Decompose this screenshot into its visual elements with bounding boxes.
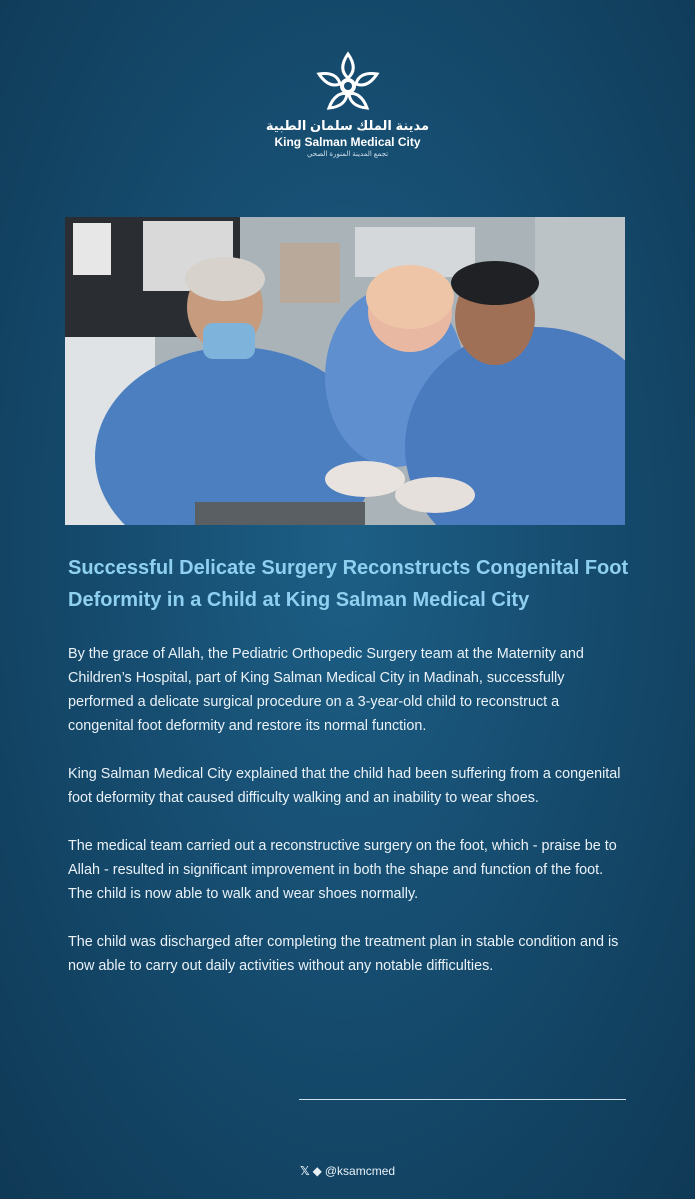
star-flower-logo-icon: [313, 50, 383, 114]
logo: [0, 50, 695, 158]
article-body: [68, 642, 626, 1002]
paragraph: The child was discharged after completing the treatment plan in stable condition and is now able to carry out daily activities without any notable difficulties.: [68, 934, 619, 974]
x-icon[interactable]: 𝕏: [299, 1163, 310, 1178]
snapchat-icon[interactable]: ◆: [312, 1163, 322, 1178]
paragraph: The medical team carried out a reconstructive surgery on the foot, which - praise be to Allah - resulted in significant improvement in both the shape and function of the foot. The child is now able to walk and wear shoes normally.: [68, 838, 617, 902]
surgery-photo: [65, 217, 625, 525]
headline: Successful Delicate Surgery Reconstructs Congenital Foot Deformity in a Child at King Salman Medical City: [68, 557, 629, 611]
logo-arabic-name: مدينة الملك سلمان الطبية: [265, 118, 430, 133]
logo-english-name: King Salman Medical City: [274, 135, 421, 149]
paragraph: By the grace of Allah, the Pediatric Orthopedic Surgery team at the Maternity and Children’s Hospital, part of King Salman Medical City in Madinah, successfully performed a delicate surgical procedure on a 3-year-old child to reconstruct a congenital foot deformity and restore its normal function.: [68, 646, 584, 734]
divider: [299, 1099, 626, 1100]
social-footer: [0, 1163, 695, 1178]
paragraph: King Salman Medical City explained that the child had been suffering from a congenital foot deformity that caused difficulty walking and an inability to wear shoes.: [68, 766, 621, 806]
logo-subtitle: تجمع المدينة المنورة الصحي: [306, 151, 389, 158]
surgery-photo-icon: [65, 217, 625, 525]
social-handle[interactable]: @ksamcmed: [324, 1163, 396, 1178]
